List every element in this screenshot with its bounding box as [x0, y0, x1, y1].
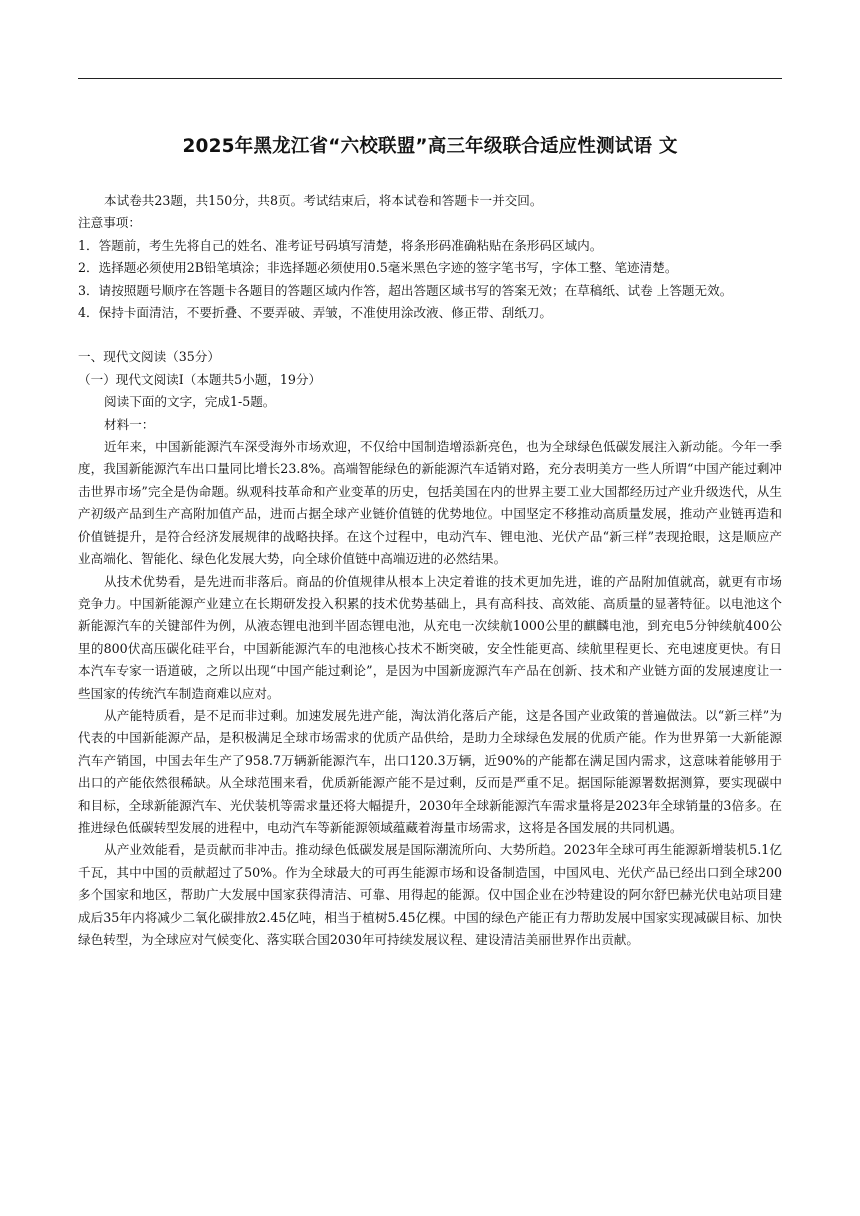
spacer	[78, 324, 782, 346]
notice-item: 2．选择题必须使用2B铅笔填涂；非选择题必须使用0.5毫米黑色字迹的签字笔书写，字体工整、笔迹清楚。	[78, 260, 678, 276]
material-label: 材料一：	[104, 416, 155, 432]
passage-paragraph: 从产能特质看，是不足而非过剩。加速发展先进产能，淘汰消化落后产能，这是各国产业政策的普遍做法。以“新三样”为代表的中国新能源产品，是积极满足全球市场需求的优质产品供给，是助力全球绿色发展的优质产能。作为世界第一大新能源汽车产销国，中国去年生产了958.7万辆新能源汽车，出口120.3万辆，近90%的产能都在满足国内需求，这意味着能够用于出口的产能依然很稀缺。从全球范围来看，优质新能源产能不是过剩，反而是严重不足。据国际能源署数据测算，要实现碳中和目标，全球新能源汽车、光伏装机等需求量还将大幅提升，2030年全球新能源汽车需求量将是2023年全球销量的3倍多。在推进绿色低碳转型发展的进程中，电动汽车等新能源领域蕴藏着海量市场需求，这将是各国发展的共同机遇。	[78, 707, 782, 835]
notice-item: 1．答题前，考生先将自己的姓名、准考证号码填写清楚，将条形码准确粘贴在条形码区域内。	[78, 237, 603, 253]
exam-body	[78, 190, 782, 951]
reading-instruction: 阅读下面的文字，完成1-5题。	[104, 394, 276, 410]
notice-item: 4．保持卡面清洁，不要折叠、不要弄破、弄皱，不准使用涂改液、修正带、刮纸刀。	[78, 305, 552, 321]
notice-item: 3．请按照题号顺序在答题卡各题目的答题区域内作答，超出答题区域书写的答案无效；在草稿纸、试卷 上答题无效。	[78, 282, 733, 298]
passage-paragraph: 从技术优势看，是先进而非落后。商品的价值规律从根本上决定着谁的技术更加先进，谁的产品附加值就高，就更有市场竞争力。中国新能源产业建立在长期研发投入积累的技术优势基础上，具有高科技、高效能、高质量的显著特征。以电池这个新能源汽车的关键部件为例，从液态锂电池到半固态锂电池，从充电一次续航1000公里的麒麟电池，到充电5分钟续航400公里的800伏高压碳化硅平台，中国新能源汽车的电池核心技术不断突破，安全性能更高、续航里程更长、充电速度更快。有日本汽车专家一语道破，之所以出现“中国产能过剩论”，是因为中国新庞源汽车产品在创新、技术和产业链方面的发展速度让一些国家的传统汽车制造商难以应对。	[78, 573, 782, 701]
header-rule	[78, 78, 782, 79]
passage-paragraph: 近年来，中国新能源汽车深受海外市场欢迎，不仅给中国制造增添新亮色，也为全球绿色低碳发展注入新动能。今年一季度，我国新能源汽车出口量同比增长23.8%。高端智能绿色的新能源汽车适销对路，充分表明美方一些人所谓“中国产能过剩冲击世界市场”完全是伪命题。纵观科技革命和产业变革的历史，包括美国在内的世界主要工业大国都经历过产业升级迭代，从生产初级产品到生产高附加值产品，进而占据全球产业链价值链的优势地位。中国坚定不移推动高质量发展，推动产业链再造和价值链提升，是符合经济发展规律的战略抉择。在这个过程中，电动汽车、锂电池、光伏产品“新三样”表现抢眼，这是顺应产业高端化、智能化、绿色化发展大势，向全球价值链中高端迈进的必然结果。	[78, 439, 782, 567]
notice-heading: 注意事项：	[78, 215, 141, 231]
passage-paragraph: 从产业效能看，是贡献而非冲击。推动绿色低碳发展是国际潮流所向、大势所趋。2023年全球可再生能源新增装机5.1亿千瓦，其中中国的贡献超过了50%。作为全球最大的可再生能源市场和设备制造国，中国风电、光伏产品已经出口到全球200多个国家和地区，帮助广大发展中国家获得清洁、可靠、用得起的能源。仅中国企业在沙特建设的阿尔舒巴赫光伏电站项目建成后35年内将减少二氧化碳排放2.45亿吨，相当于植树5.45亿棵。中国的绿色产能正有力帮助发展中国家实现减碳目标、加快绿色转型，为全球应对气候变化、落实联合国2030年可持续发展议程、建设清洁美丽世界作出贡献。	[78, 842, 782, 947]
sub-section-heading: （一）现代文阅读Ⅰ（本题共5小题，19分）	[78, 371, 322, 387]
exam-intro: 本试卷共23题，共150分，共8页。考试结束后，将本试卷和答题卡一并交回。	[104, 193, 543, 208]
section-heading: 一、现代文阅读（35分）	[78, 349, 220, 365]
exam-title: 2025年黑龙江省“六校联盟”高三年级联合适应性测试语 文	[182, 136, 678, 157]
